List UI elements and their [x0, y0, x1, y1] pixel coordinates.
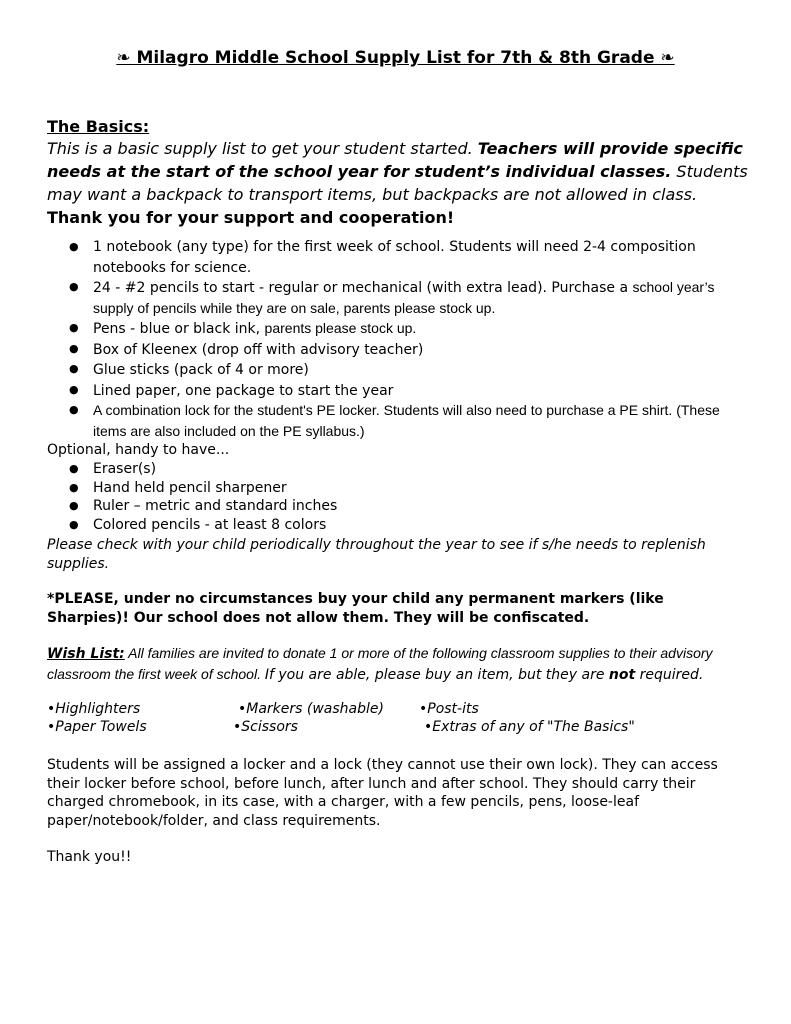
wish-item: •Highlighters — [47, 701, 141, 717]
item-text: Colored pencils - at least 8 colors — [93, 516, 327, 533]
bullet-icon: ● — [69, 280, 79, 293]
bullet-icon: ● — [69, 341, 79, 355]
list-item — [47, 460, 747, 479]
intro-part2: Teachers will provide specific needs at the start of the school year for student’s individual classes. — [47, 139, 743, 181]
wish-item: •Post-its — [419, 701, 479, 717]
list-item — [47, 516, 747, 535]
bullet-icon: ● — [69, 480, 79, 494]
bullet-icon: ● — [69, 462, 79, 475]
bullet-icon: ● — [69, 517, 79, 531]
item-text: 24 - #2 pencils to start - regular or mechanical (with extra lead). Purchase a — [93, 280, 633, 296]
list-item — [47, 381, 747, 402]
optional-list — [47, 460, 747, 534]
wish-list-row — [47, 719, 752, 738]
item-text: Glue sticks (pack of 4 or more) — [93, 362, 309, 378]
list-item — [47, 238, 747, 278]
item-text: Pens - blue or black ink, — [93, 321, 265, 337]
bullet-icon: ● — [69, 403, 79, 416]
item-text: Box of Kleenex (drop off with advisory teacher) — [93, 341, 424, 358]
check-note: Please check with your child periodically throughout the year to see if s/he needs to replenish supplies. — [47, 537, 706, 572]
bullet-icon: ● — [69, 362, 79, 375]
item-text: Hand held pencil sharpener — [93, 479, 287, 496]
bullet-icon: ● — [69, 321, 79, 334]
wish-list-request — [265, 667, 703, 683]
item-text: Ruler – metric and standard inches — [93, 498, 338, 514]
request-text: If you are able, please buy an item, but they are — [264, 666, 609, 683]
item-text: Lined paper, one package to start the year — [93, 382, 394, 399]
list-item — [47, 278, 747, 319]
wish-list-paragraph — [47, 644, 752, 685]
request-text-end: required. — [635, 666, 704, 683]
locker-paragraph: Students will be assigned a locker and a lock (they cannot use their own lock). They can access their locker before school, before lunch, after lunch and after school. They should carry their charged chromebook, in its case, with a charger, with a few pencils, pens, loose-leaf paper/notebook/folder, and class requirements. — [47, 757, 718, 829]
intro-part4: Thank you for your support and cooperation! — [47, 208, 455, 227]
wish-item: •Paper Towels — [47, 719, 147, 735]
wish-item: •Markers (washable) — [238, 701, 384, 717]
list-item — [47, 340, 747, 361]
request-not: not — [608, 666, 636, 683]
item-text-secondary: school year’s supply of pencils while they are on sale, parents please stock up. — [93, 279, 715, 316]
list-item — [47, 401, 747, 442]
wish-item: •Extras of any of "The Basics" — [424, 719, 635, 735]
item-text: 1 notebook (any type) for the first week of school. Students will need 2-4 composition notebooks for science. — [93, 239, 696, 276]
list-item — [47, 479, 747, 498]
item-text-secondary: parents please stock up. — [264, 320, 417, 336]
wish-list-label: Wish List: — [47, 646, 125, 662]
intro-part1: This is a basic supply list to get your student started. — [47, 139, 478, 158]
permanent-marker-warning: *PLEASE, under no circumstances buy your child any permanent markers (like Sharpies)! Our school does not allow them. They will be confiscated. — [47, 591, 664, 626]
page-title: ❧ Milagro Middle School Supply List for 7th & 8th Grade ❧ — [116, 48, 675, 68]
list-item — [47, 319, 747, 340]
thank-you-text: Thank you!! — [47, 849, 132, 865]
list-item — [47, 497, 747, 516]
list-item — [47, 360, 747, 381]
bullet-icon: ● — [69, 499, 79, 512]
item-text-secondary: A combination lock for the student's PE locker. Students will also need to purchase a PE shirt. (These items are also included on the PE syllabus.) — [93, 402, 720, 439]
basics-heading: The Basics: — [47, 117, 150, 136]
item-text: Eraser(s) — [93, 461, 157, 477]
intro-paragraph — [47, 137, 752, 229]
wish-list-description: All families are invited to donate 1 or more of the following classroom supplies to their advisory classroom the first week of school. — [47, 645, 713, 682]
bullet-icon: ● — [69, 382, 79, 396]
optional-label: Optional, handy to have... — [47, 442, 230, 458]
wish-list-row — [47, 701, 752, 720]
bullet-icon: ● — [69, 240, 79, 253]
intro-part3: Students may want a backpack to transport items, but backpacks are not allowed in class. — [47, 162, 748, 204]
wish-item: •Scissors — [233, 719, 298, 735]
basics-list — [47, 238, 747, 442]
